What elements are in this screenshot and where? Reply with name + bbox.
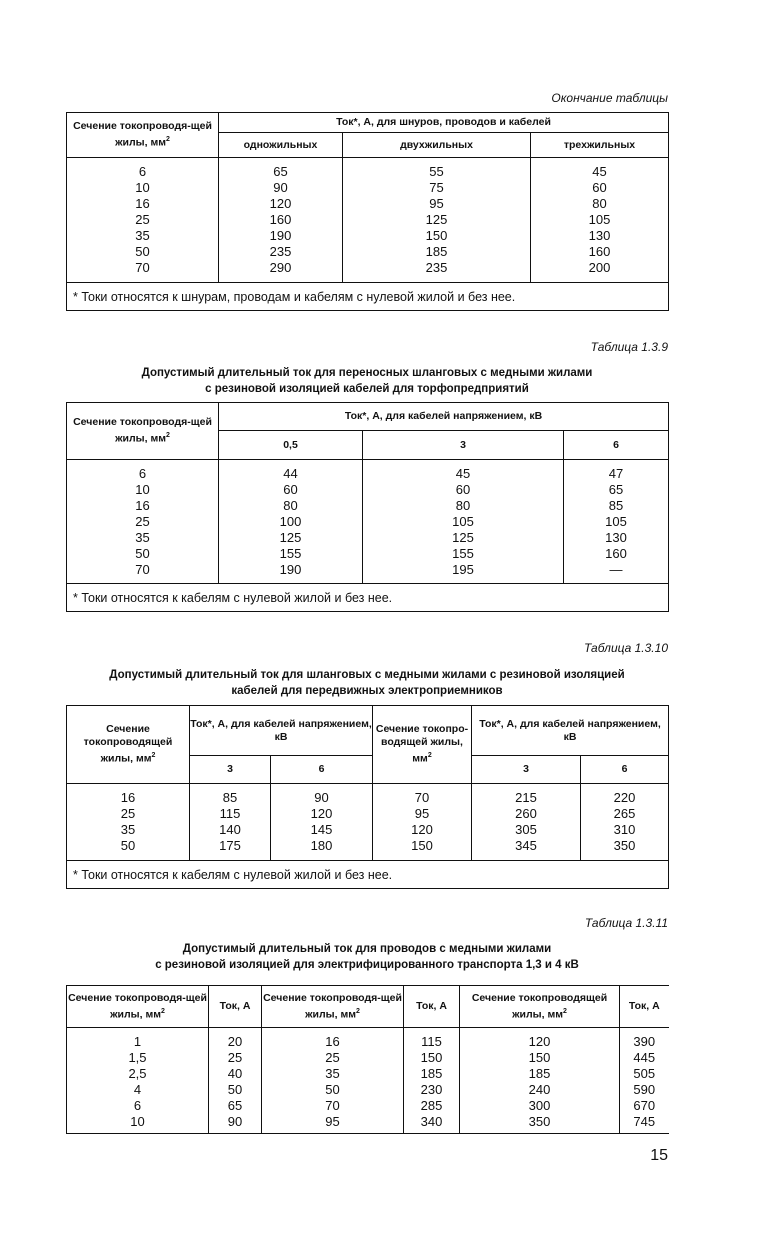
cell-value: 285: [420, 1098, 443, 1113]
cell-value: 175: [219, 838, 241, 853]
cell-value: 6: [133, 1098, 142, 1113]
cell-value: 20: [227, 1034, 243, 1049]
cell-value: 10: [130, 1114, 145, 1129]
cell-value: 590: [633, 1082, 656, 1097]
cell-value: 65: [273, 164, 288, 179]
table-1-3-9: [66, 402, 669, 612]
cell-value: 160: [605, 546, 627, 561]
column-values: [271, 784, 373, 861]
table-body-row: [67, 1028, 669, 1134]
cell-value: 50: [120, 838, 136, 853]
table-title: [66, 365, 668, 397]
header-cross-section: Сечение токопроводя-щей жилы, $мм^2$: [67, 113, 219, 158]
cell-value: 155: [452, 546, 474, 561]
column-values: [190, 784, 271, 861]
cell-value: 150: [420, 1050, 443, 1065]
subheader: 3: [363, 431, 564, 460]
cell-value: 35: [120, 822, 136, 837]
cell-value: 75: [429, 180, 444, 195]
cell-value: 60: [592, 180, 607, 195]
cell-value: 160: [269, 212, 292, 227]
cell-value: 195: [452, 562, 474, 577]
title-line: Допустимый длительный ток для шланговых с медными жилами с резиновой изоляцией: [109, 669, 625, 681]
cell-value: 50: [227, 1082, 243, 1097]
cell-value: —: [609, 562, 623, 577]
subheader: 3: [190, 756, 271, 784]
cell-value: 95: [429, 196, 444, 211]
header-cross-section: Сечение токопроводя-щей жилы, $мм^2$: [262, 986, 404, 1028]
column-values: [404, 1028, 460, 1134]
footnote: * Токи относятся к кабелям с нулевой жилой и без нее.: [67, 584, 669, 612]
cell-value: 1: [133, 1034, 142, 1049]
cell-value: 190: [279, 562, 302, 577]
cell-value: 125: [452, 530, 474, 545]
cell-value: 240: [528, 1082, 551, 1097]
table-label: Таблица 1.3.9: [590, 340, 668, 354]
table-body-row: [67, 784, 669, 861]
cell-value: 115: [219, 806, 241, 821]
cell-value: 16: [135, 498, 150, 513]
cell-value: 95: [325, 1114, 340, 1129]
cell-value: 120: [528, 1034, 551, 1049]
header-current-group: Ток*, А, для кабелей напряжением, кВ: [190, 706, 373, 756]
cell-value: 125: [425, 212, 448, 227]
cell-value: 150: [425, 228, 448, 243]
header-current-group: Ток*, А, для шнуров, проводов и кабелей: [219, 113, 669, 133]
cell-value: 260: [515, 806, 537, 821]
cell-value: 80: [283, 498, 298, 513]
cell-value: 100: [279, 514, 302, 529]
cell-value: 80: [592, 196, 607, 211]
column-values: [67, 1028, 209, 1134]
cell-value: 125: [279, 530, 302, 545]
column-values: [262, 1028, 404, 1134]
cell-value: 145: [310, 822, 333, 837]
cell-value: 1,5: [128, 1050, 147, 1065]
title-line: Допустимый длительный ток для проводов с медными жилами: [182, 943, 552, 955]
table-label: Таблица 1.3.10: [583, 641, 668, 655]
cell-value: 70: [135, 260, 150, 275]
cell-value: 345: [515, 838, 537, 853]
cell-value: 80: [455, 498, 471, 513]
header-current: Ток, А: [209, 986, 262, 1028]
cell-value: 25: [135, 212, 150, 227]
cell-value: 220: [613, 790, 636, 805]
cell-value: 70: [135, 562, 150, 577]
subheader: 6: [271, 756, 373, 784]
column-values: [219, 158, 343, 283]
cell-value: 50: [135, 244, 150, 259]
title-line: кабелей для передвижных электроприемников: [231, 685, 503, 697]
column-values: [343, 158, 531, 283]
cell-value: 85: [222, 790, 238, 805]
table-1-3-10: [66, 705, 669, 889]
cell-value: 265: [613, 806, 636, 821]
cell-value: 44: [283, 466, 298, 481]
cell-value: 105: [588, 212, 611, 227]
column-values: [363, 460, 564, 584]
cell-value: 45: [592, 164, 607, 179]
cell-value: 305: [515, 822, 537, 837]
cell-value: 25: [227, 1050, 243, 1065]
cell-value: 105: [605, 514, 627, 529]
subheader: 0,5: [219, 431, 363, 460]
cell-value: 155: [279, 546, 302, 561]
column-values: [67, 158, 219, 283]
cell-value: 150: [411, 838, 433, 853]
column-values: [620, 1028, 669, 1134]
subheader: трехжильных: [531, 133, 669, 158]
column-values: [460, 1028, 620, 1134]
cell-value: 90: [227, 1114, 243, 1129]
header-cross-section: Сечение токопро-водящей жилы, $мм^2$: [373, 706, 472, 784]
subheader: 6: [564, 431, 669, 460]
header-current-group: Ток*, А, для кабелей напряжением, кВ: [472, 706, 669, 756]
cell-value: 445: [633, 1050, 656, 1065]
cell-value: 130: [605, 530, 627, 545]
cell-value: 130: [588, 228, 611, 243]
cell-value: 190: [269, 228, 292, 243]
table-label: Таблица 1.3.11: [584, 916, 668, 930]
subheader: одножильных: [219, 133, 343, 158]
header-current: Ток, А: [620, 986, 669, 1028]
column-values: [564, 460, 669, 584]
column-values: [581, 784, 669, 861]
subheader: 6: [581, 756, 669, 784]
column-values: [209, 1028, 262, 1134]
column-values: [373, 784, 472, 861]
cell-value: 235: [269, 244, 292, 259]
cell-value: 85: [608, 498, 624, 513]
cell-value: 10: [135, 482, 150, 497]
column-values: [67, 784, 190, 861]
cell-value: 35: [135, 530, 150, 545]
cell-value: 50: [135, 546, 150, 561]
cell-value: 70: [414, 790, 430, 805]
cell-value: 505: [633, 1066, 656, 1081]
cell-value: 340: [420, 1114, 443, 1129]
cell-value: 65: [227, 1098, 243, 1113]
cell-value: 670: [633, 1098, 656, 1113]
cell-value: 4: [133, 1082, 142, 1097]
cell-value: 350: [613, 838, 636, 853]
subheader: двухжильных: [343, 133, 531, 158]
cell-value: 105: [452, 514, 474, 529]
table-1-3-11: [66, 985, 669, 1134]
cell-value: 745: [633, 1114, 656, 1129]
cell-value: 60: [455, 482, 471, 497]
cell-value: 25: [325, 1050, 340, 1065]
cell-value: 70: [325, 1098, 340, 1113]
cell-value: 55: [429, 164, 444, 179]
cell-value: 180: [310, 838, 333, 853]
cell-value: 25: [135, 514, 150, 529]
cell-value: 2,5: [128, 1066, 147, 1081]
cell-value: 6: [138, 466, 147, 481]
table-title: [66, 667, 668, 699]
cell-value: 300: [528, 1098, 551, 1113]
cell-value: 310: [613, 822, 636, 837]
table-body-row: [67, 460, 669, 584]
cell-value: 215: [515, 790, 537, 805]
cell-value: 120: [411, 822, 433, 837]
cell-value: 45: [455, 466, 471, 481]
cell-value: 35: [325, 1066, 340, 1081]
header-cross-section: Сечение токопроводя-щей жилы, $мм^2$: [67, 986, 209, 1028]
title-line: с резиновой изоляцией кабелей для торфопредприятий: [205, 383, 529, 395]
cell-value: 35: [135, 228, 150, 243]
cell-value: 95: [414, 806, 430, 821]
cell-value: 200: [588, 260, 611, 275]
cell-value: 115: [421, 1034, 442, 1049]
cell-value: 50: [325, 1082, 340, 1097]
cell-value: 230: [420, 1082, 443, 1097]
cell-value: 60: [283, 482, 298, 497]
cell-value: 185: [528, 1066, 551, 1081]
cell-value: 65: [608, 482, 624, 497]
page-number: 15: [650, 1147, 668, 1164]
cell-value: 10: [135, 180, 150, 195]
column-values: [219, 460, 363, 584]
cell-value: 120: [269, 196, 292, 211]
cell-value: 47: [608, 466, 624, 481]
header-cross-section: Сечение токопроводящей жилы, $мм^2$: [67, 706, 190, 784]
cell-value: 140: [219, 822, 241, 837]
cell-value: 150: [528, 1050, 551, 1065]
subheader: 3: [472, 756, 581, 784]
cell-value: 90: [273, 180, 288, 195]
title-line: с резиновой изоляцией для электрифицированного транспорта 1,3 и 4 кВ: [155, 959, 579, 971]
cell-value: 390: [633, 1034, 656, 1049]
footnote: * Токи относятся к кабелям с нулевой жилой и без нее.: [67, 861, 669, 889]
cell-value: 25: [120, 806, 136, 821]
cell-value: 350: [528, 1114, 551, 1129]
cell-value: 290: [269, 260, 292, 275]
table-title: [66, 941, 668, 973]
title-line: Допустимый длительный ток для переносных шланговых с медными жилами: [141, 367, 593, 379]
cell-value: 6: [138, 164, 147, 179]
column-values: [531, 158, 669, 283]
header-current-group: Ток*, А, для кабелей напряжением, кВ: [219, 403, 669, 431]
cell-value: 40: [227, 1066, 243, 1081]
cell-value: 235: [425, 260, 448, 275]
table-body-row: [67, 158, 669, 283]
table-1-3-8-end: [66, 112, 669, 311]
cell-value: 16: [135, 196, 150, 211]
cell-value: 120: [310, 806, 333, 821]
cell-value: 185: [425, 244, 448, 259]
cell-value: 16: [325, 1034, 340, 1049]
cell-value: 16: [120, 790, 136, 805]
footnote: * Токи относятся к шнурам, проводам и кабелям с нулевой жилой и без нее.: [67, 283, 669, 311]
header-cross-section: Сечение токопроводя-щей жилы, $мм^2$: [67, 403, 219, 460]
column-values: [67, 460, 219, 584]
header-cross-section: Сечение токопроводящей жилы, $мм^2$: [460, 986, 620, 1028]
cell-value: 90: [314, 790, 329, 805]
cell-value: 160: [588, 244, 611, 259]
column-values: [472, 784, 581, 861]
header-current: Ток, А: [404, 986, 460, 1028]
cell-value: 185: [420, 1066, 443, 1081]
table-continuation-label: Окончание таблицы: [551, 91, 668, 105]
